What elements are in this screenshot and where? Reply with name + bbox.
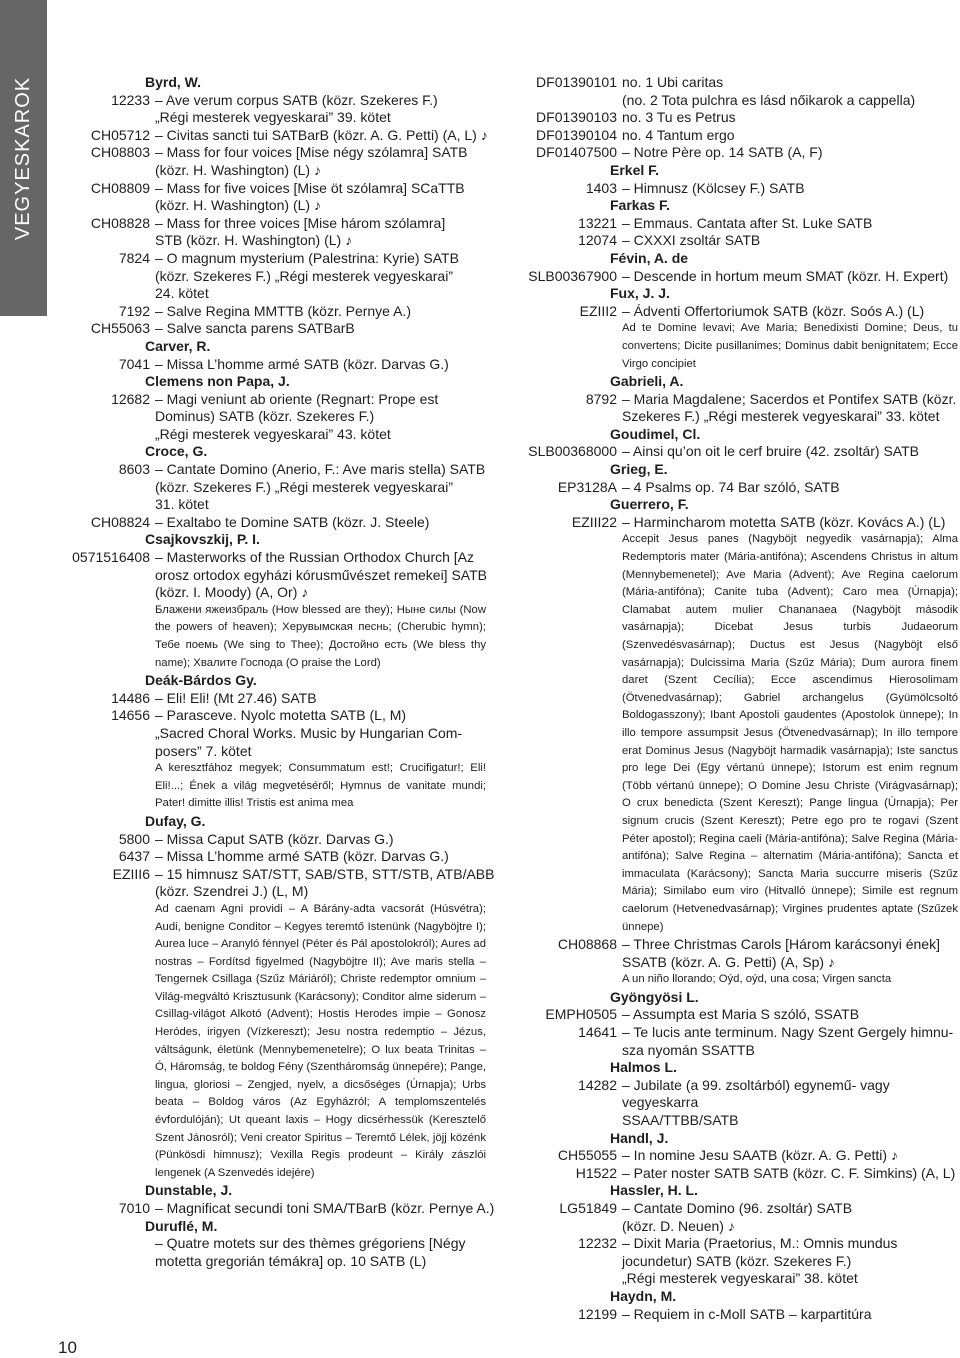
catalog-entry-title: – Masterworks of the Russian Orthodox Church [Az xyxy=(155,549,475,566)
catalog-entry-title: – Eli! Eli! (Mt 27.46) SATB xyxy=(155,689,317,706)
catalog-number: 14641 xyxy=(578,1024,617,1041)
catalog-entry-title: – Mass for five voices [Mise öt szólamra] SCaTTB xyxy=(155,179,465,196)
catalog-number: 12074 xyxy=(578,232,617,249)
catalog-entry-continuation: (közr. D. Neuen) ♪ xyxy=(622,1217,735,1234)
catalog-entry-continuation: (közr. I. Moody) (A, Or) ♪ xyxy=(155,584,309,601)
composer-heading: Goudimel, Cl. xyxy=(610,425,701,442)
catalog-entry-title: – Descende in hortum meum SMAT (közr. H. Expert) xyxy=(622,267,949,284)
catalog-entry xyxy=(520,1006,960,1024)
catalog-entry xyxy=(0,303,500,321)
catalog-number: 14486 xyxy=(111,689,150,706)
catalog-entry-title: – CXXXI zsoltár SATB xyxy=(622,232,761,249)
catalog-number: 12682 xyxy=(111,390,150,407)
composer-heading: Hassler, H. L. xyxy=(610,1182,698,1199)
catalog-entry xyxy=(520,514,960,532)
catalog-entry-title: – Magnificat secundi toni SMA/TBarB (közr. Pernye A.) xyxy=(155,1200,495,1216)
catalog-entry xyxy=(0,127,500,145)
catalog-entry xyxy=(520,479,960,497)
catalog-entry-continuation: (közr. Szekeres F.) „Régi mesterek vegyeskarai” xyxy=(155,478,453,495)
catalog-entry-continuation: motetta gregorián témákra] op. 10 SATB (L) xyxy=(155,1252,427,1269)
catalog-entry xyxy=(520,1235,960,1253)
catalog-entry xyxy=(520,1165,960,1183)
catalog-entry-title: – Harmincharom motetta SATB (közr. Kovács A.) (L) xyxy=(622,513,946,530)
catalog-number: EZIII2 xyxy=(579,302,617,319)
catalog-entry-continuation: „Régi mesterek vegyeskarai” 43. kötet xyxy=(155,425,391,442)
catalog-entry xyxy=(520,1077,960,1112)
contents-list: A un niño llorando; Oýd, oýd, una cosa; Virgen sancta xyxy=(622,973,892,986)
catalog-entry-title: – Jubilate (a 99. zsoltárból) egynemű- vagy vegyeskarra xyxy=(622,1076,890,1111)
catalog-entry xyxy=(520,391,960,409)
catalog-number: 12233 xyxy=(111,91,150,108)
catalog-number: H1522 xyxy=(575,1164,617,1181)
page-number: 10 xyxy=(58,1338,77,1357)
composer-heading: Dunstable, J. xyxy=(145,1182,233,1199)
catalog-entry-continuation: (közr. Szendrei J.) (L, M) xyxy=(155,883,309,900)
catalog-entry-continuation: Dominus) SATB (közr. Szekeres F.) xyxy=(155,408,375,425)
catalog-entry xyxy=(0,215,500,233)
catalog-entry-continuation: (közr. Szekeres F.) „Régi mesterek vegyeskarai” xyxy=(155,267,453,284)
catalog-entry xyxy=(0,690,500,708)
catalog-entry-title: – Dixit Maria (Praetorius, M.: Omnis mundus xyxy=(622,1235,898,1252)
catalog-entry-continuation: SSATB (közr. A. G. Petti) (A, Sp) ♪ xyxy=(622,953,835,970)
catalog-entry xyxy=(520,74,960,92)
catalog-entry-continuation: STB (közr. H. Washington) (L) ♪ xyxy=(155,232,353,249)
catalog-entry xyxy=(520,1147,960,1165)
composer-heading: Deák-Bárdos Gy. xyxy=(145,672,257,689)
catalog-number: EMPH0505 xyxy=(545,1006,617,1023)
catalog-number: 7010 xyxy=(118,1200,150,1216)
catalog-entry-continuation: 24. kötet xyxy=(155,285,209,302)
catalog-entry xyxy=(520,1024,960,1042)
composer-heading: Carver, R. xyxy=(145,337,211,354)
composer-heading: Gabrieli, A. xyxy=(610,373,684,390)
catalog-entry xyxy=(520,303,960,321)
catalog-entry xyxy=(0,320,500,338)
catalog-entry-title: – In nomine Jesu SAATB (közr. A. G. Petti) ♪ xyxy=(622,1147,898,1164)
catalog-number: DF01407500 xyxy=(536,144,617,161)
composer-heading: Farkas F. xyxy=(610,197,670,214)
catalog-number: LG51849 xyxy=(559,1200,617,1216)
catalog-entry-title: no. 1 Ubi caritas xyxy=(622,74,724,90)
composer-heading: Byrd, W. xyxy=(145,74,202,90)
catalog-entry xyxy=(0,180,500,198)
catalog-entry-continuation: (közr. H. Washington) (L) ♪ xyxy=(155,161,321,178)
composer-heading: Clemens non Papa, J. xyxy=(145,373,290,390)
catalog-entry xyxy=(0,514,500,532)
catalog-entry xyxy=(0,549,500,567)
catalog-entry-title: – Emmaus. Cantata after St. Luke SATB xyxy=(622,214,873,231)
catalog-number: CH08803 xyxy=(90,144,150,161)
catalog-entry-title: – Requiem in c-Moll SATB – karpartitúra xyxy=(622,1305,872,1322)
catalog-number: DF01390103 xyxy=(536,109,617,126)
catalog-number: SLB00367900 xyxy=(528,267,617,284)
catalog-number: CH08828 xyxy=(90,214,150,231)
catalog-number: CH08809 xyxy=(90,179,150,196)
catalog-number: 14656 xyxy=(111,707,150,724)
catalog-entry xyxy=(0,831,500,849)
composer-heading: Duruflé, M. xyxy=(145,1217,218,1234)
composer-heading: Csajkovszkij, P. I. xyxy=(145,531,260,548)
catalog-entry-title: – Pater noster SATB SATB (közr. C. F. Simkins) (A, L) xyxy=(622,1164,956,1181)
catalog-entry-title: – Magi veniunt ab oriente (Regnart: Prope est xyxy=(155,390,439,407)
composer-heading: Fux, J. J. xyxy=(610,285,670,302)
catalog-entry-title: – Cantate Domino (Anerio, F.: Ave maris stella) SATB xyxy=(155,461,486,478)
catalog-entry xyxy=(520,1200,960,1218)
catalog-number: EZIII22 xyxy=(571,513,617,530)
catalog-entry-title: – Mass for four voices [Mise négy szólamra] SATB xyxy=(155,144,468,161)
catalog-number: 8792 xyxy=(585,390,617,407)
composer-heading: Handl, J. xyxy=(610,1129,669,1146)
catalog-entry-title: – Salve sancta parens SATBarB xyxy=(155,320,355,337)
catalog-entry-title: – Te lucis ante terminum. Nagy Szent Gergely himnu- xyxy=(622,1024,954,1041)
catalog-entry-continuation: posers” 7. kötet xyxy=(155,742,252,759)
composer-heading: Grieg, E. xyxy=(610,461,668,478)
catalog-number: CH08824 xyxy=(90,513,150,530)
catalog-entry xyxy=(0,391,500,409)
catalog-entry xyxy=(520,443,960,461)
catalog-entry-title: – Missa L’homme armé SATB (közr. Darvas G.) xyxy=(155,355,449,372)
catalog-entry-title: – Missa Caput SATB (közr. Darvas G.) xyxy=(155,830,394,847)
catalog-entry-title: no. 4 Tantum ergo xyxy=(622,126,735,143)
catalog-number: DF01390101 xyxy=(536,74,617,90)
catalog-entry-title: – 15 himnusz SAT/STT, SAB/STB, STT/STB, ATB/ABB xyxy=(155,865,495,882)
catalog-entry-title: – Maria Magdalene; Sacerdos et Pontifex SATB (közr. xyxy=(622,390,957,407)
catalog-number: 13221 xyxy=(578,214,617,231)
composer-heading: Guerrero, F. xyxy=(610,496,689,513)
catalog-entry xyxy=(0,848,500,866)
catalog-entry-title: no. 3 Tu es Petrus xyxy=(622,109,736,126)
catalog-entry-title: – Ádventi Offertoriumok SATB (közr. Soós A.) (L) xyxy=(622,302,925,319)
catalog-number: DF01390104 xyxy=(536,126,617,143)
catalog-entry-continuation: (közr. H. Washington) (L) ♪ xyxy=(155,197,321,214)
contents-list: Ad caenam Agni providi – A Bárány-adta vacsorát (Húsvétra); Audi, benigne Conditor – Kegyes teremtő Istenünk (Nagyböjtre I); Aurea luce – Aranyló fénnyel (Péter és Pál apostolokról); Aures ad nostras – Fordítsd figyelmed (Nagyböjtre II); Ave maris stella – Tengernek Csillaga (Szűz Máriáról); Christe redemptor omnium – Világ-megváltó Krisztusunk (Karácsony); Conditor alme siderum – Csillag-világot Alkotó (Advent); Hostis Herodes impie – Gonosz Heródes, irigyen (Vízkereszt); Jesu nostra redemptio – Jézus, váltságunk, életünk (Mennybemenetelre); O lux beata Trinitas – Ó, Háromság, te boldog Fény (Szentháromság ünnepére); Pange, lingua, gloriosi – Zengjed, nyelv, a dicsőséges (Úrnapja); Urbs beata – Boldog város (Az Egyházról; A templomszentelés évfordulóján); Ut queant laxis – Hogy dicsérhessük (Keresztelő Szent Jánosról); Veni creator Spiritus – Teremtő Lélek, jöjj közénk (Pünkösdi himnusz); Vexilla Regis prodeunt – Király zászlói lengenek (A Szenvedés idejére) xyxy=(155,902,486,1179)
catalog-number: 5800 xyxy=(118,830,150,847)
catalog-number: CH05712 xyxy=(90,126,150,143)
catalog-entry-title: – Missa L’homme armé SATB (közr. Darvas G.) xyxy=(155,848,449,865)
catalog-entry-continuation: 31. kötet xyxy=(155,496,209,513)
catalog-entry-continuation: „Sacred Choral Works. Music by Hungarian Com- xyxy=(155,724,463,741)
left-column xyxy=(0,74,500,1270)
catalog-entry-continuation: Szekeres F.) „Régi mesterek vegyeskarai” 33. kötet xyxy=(622,408,940,425)
catalog-entry-title: – Three Christmas Carols [Három karácsonyi ének] xyxy=(622,936,940,953)
catalog-entry-title: – Civitas sancti tui SATBarB (közr. A. G. Petti) (A, L) ♪ xyxy=(155,126,488,143)
catalog-entry-title: – Ainsi qu’on oit le cerf bruire (42. zsoltár) SATB xyxy=(622,443,919,460)
catalog-number: 7041 xyxy=(118,355,150,372)
catalog-entry xyxy=(520,215,960,233)
catalog-entry xyxy=(520,232,960,250)
composer-heading: Croce, G. xyxy=(145,443,208,460)
catalog-number: EP3128A xyxy=(557,478,617,495)
catalog-entry-continuation: „Régi mesterek vegyeskarai” 39. kötet xyxy=(155,109,391,126)
catalog-entry xyxy=(0,866,500,884)
composer-heading: Févin, A. de xyxy=(610,249,689,266)
catalog-number: CH55055 xyxy=(557,1147,617,1164)
catalog-number: 14282 xyxy=(578,1076,617,1093)
catalog-number: 6437 xyxy=(118,848,150,865)
catalog-entry-continuation: orosz ortodox egyházi kórusművészet remekei] SATB xyxy=(155,566,487,583)
catalog-entry xyxy=(520,144,960,162)
catalog-entry xyxy=(0,92,500,110)
catalog-number: 12232 xyxy=(578,1235,617,1252)
catalog-entry-title: – Ave verum corpus SATB (közr. Szekeres F.) xyxy=(155,91,438,108)
section-side-tab-label: VEGYESKAROK xyxy=(12,76,34,240)
catalog-number: 7824 xyxy=(118,249,150,266)
catalog-number: 0571516408 xyxy=(72,549,150,566)
composer-heading: Haydn, M. xyxy=(610,1287,677,1304)
composer-heading: Dufay, G. xyxy=(145,812,206,829)
catalog-entry-continuation: jocundetur) SATB (közr. Szekeres F.) xyxy=(622,1252,852,1269)
catalog-entry xyxy=(0,1200,500,1218)
catalog-number: CH55063 xyxy=(90,320,150,337)
catalog-entry xyxy=(520,127,960,145)
catalog-entry-continuation: (no. 2 Tota pulchra es lásd nőikarok a cappella) xyxy=(622,91,916,108)
contents-list: A keresztfához megyek; Consummatum est!; Crucifigatur!; Eli! Eli!...; Ének a világ megvetéséről; Hymnus de vanitate mundi; Pater! dimitte illis! Tristis est anima mea xyxy=(155,762,486,810)
catalog-entry xyxy=(520,180,960,198)
catalog-number: 8603 xyxy=(118,461,150,478)
catalog-number: EZIII6 xyxy=(112,865,150,882)
catalog-number: 7192 xyxy=(118,302,150,319)
composer-heading: Halmos L. xyxy=(610,1059,677,1076)
catalog-entry xyxy=(520,936,960,954)
catalog-entry-title: – Himnusz (Kölcsey F.) SATB xyxy=(622,179,805,196)
catalog-entry-title: – Parasceve. Nyolc motetta SATB (L, M) xyxy=(155,707,407,724)
catalog-entry xyxy=(0,1235,500,1253)
composer-heading: Gyöngyösi L. xyxy=(610,988,699,1005)
catalog-entry xyxy=(0,707,500,725)
catalog-entry-continuation: sza nyomán SSATTB xyxy=(622,1041,755,1058)
catalog-entry xyxy=(520,1306,960,1324)
catalog-entry-title: – Notre Père op. 14 SATB (A, F) xyxy=(622,144,823,161)
composer-heading: Erkel F. xyxy=(610,161,660,178)
catalog-entry-title: – Mass for three voices [Mise három szólamra] xyxy=(155,214,446,231)
catalog-entry-title: – 4 Psalms op. 74 Bar szóló, SATB xyxy=(622,478,840,495)
catalog-entry-title: – O magnum mysterium (Palestrina: Kyrie) SATB xyxy=(155,249,459,266)
catalog-entry-title: – Quatre motets sur des thèmes grégoriens [Négy xyxy=(155,1235,466,1252)
catalog-entry-title: – Cantate Domino (96. zsoltár) SATB xyxy=(622,1200,853,1216)
catalog-entry xyxy=(520,109,960,127)
catalog-entry-title: – Salve Regina MMTTB (közr. Pernye A.) xyxy=(155,302,411,319)
catalog-entry xyxy=(0,356,500,374)
catalog-entry xyxy=(0,250,500,268)
contents-list: Accepit Jesus panes (Nagyböjt negyedik vasárnapja); Alma Redemptoris mater (Mária-antifóna); Ascendens Christus in altum (Mennybemenetel); Ave Maria (Advent); Ave Regina caelorum (Mária-antifóna); Canite tuba (Advent); Caro mea (Úrnapja); Clamabat autem mulier Chananaea (Nagyböjt második vasárnapja); Dicebat Jesus turbis Judaeorum (Szenvedésvasárnap); Ductus est Jesus (Nagyböjt első vasárnapja); Dulcissima Maria (Szűz Mária); Dum aurora finem daret (Szent Cecília); Ecce ascendimus Hierosolimam (Ötvenedvasárnap); Gabriel archangelus (Gyümölcsoltó Boldogasszony); Ibant Apostoli gaudentes (Apostolok ünnepe); In illo tempore assumpsit Jesus (Ötvenedvasárnap); In illo tempore erat Dominus Jesus (Nagyböjt harmadik vasárnapja); Iste sanctus pro lege Dei (Egy vértanú ünnepe); Istorum est enim regnum (Több vértanú ünnepe); O Domine Jesu Christe (Virágvasárnap); O crux benedicta (Szent Kereszt); Pange lingua (Úrnapja); Per signum crucis (Szent Kereszt); Petre ego pro te rogavi (Szent Péter apostol); Regina caeli (Mária-antifóna); Salve Regina (Mária-antifóna); Salve Regina – alternatim (Mária-antifóna); Sancta et immaculata (Karácsony); Sancta Maria succurre miseris (Szűz Mária); Similabo eum viro (Hitvalló ünnepe); Simile est regnum caelorum (Hetvenedvasárnap); Virgines prudentes aptate (Szűzek ünnepe) xyxy=(622,533,958,933)
catalog-number: CH08868 xyxy=(557,936,617,953)
catalog-entry xyxy=(0,461,500,479)
contents-list: Ad te Domine levavi; Ave Maria; Benedixisti Domine; Deus, tu convertens; Dicite pusillanimes; Dominus dabit benignitatem; Ecce Virgo concipiet xyxy=(622,322,958,370)
catalog-entry xyxy=(0,144,500,162)
catalog-entry-title: – Assumpta est Maria S szóló, SSATB xyxy=(622,1006,860,1023)
catalog-entry-continuation: SSAA/TTBB/SATB xyxy=(622,1112,739,1129)
catalog-entry-continuation: „Régi mesterek vegyeskarai” 38. kötet xyxy=(622,1270,858,1287)
catalog-number: 12199 xyxy=(578,1305,617,1322)
right-column xyxy=(520,74,960,1323)
catalog-entry xyxy=(520,268,960,286)
catalog-number: 1403 xyxy=(585,179,617,196)
contents-list: Блажени яжеизбраль (How blessed are they); Ныне силы (Now the powers of heaven); Херувымская песнь; (Cherubic hymn); Тебе поемь (We sing to Thee); Достойно есть (We bless thy name); Хвалите Господа (O praise the Lord) xyxy=(155,603,486,669)
catalog-number: SLB00368000 xyxy=(528,443,617,460)
catalog-entry-title: – Exaltabo te Domine SATB (közr. J. Steele) xyxy=(155,513,430,530)
